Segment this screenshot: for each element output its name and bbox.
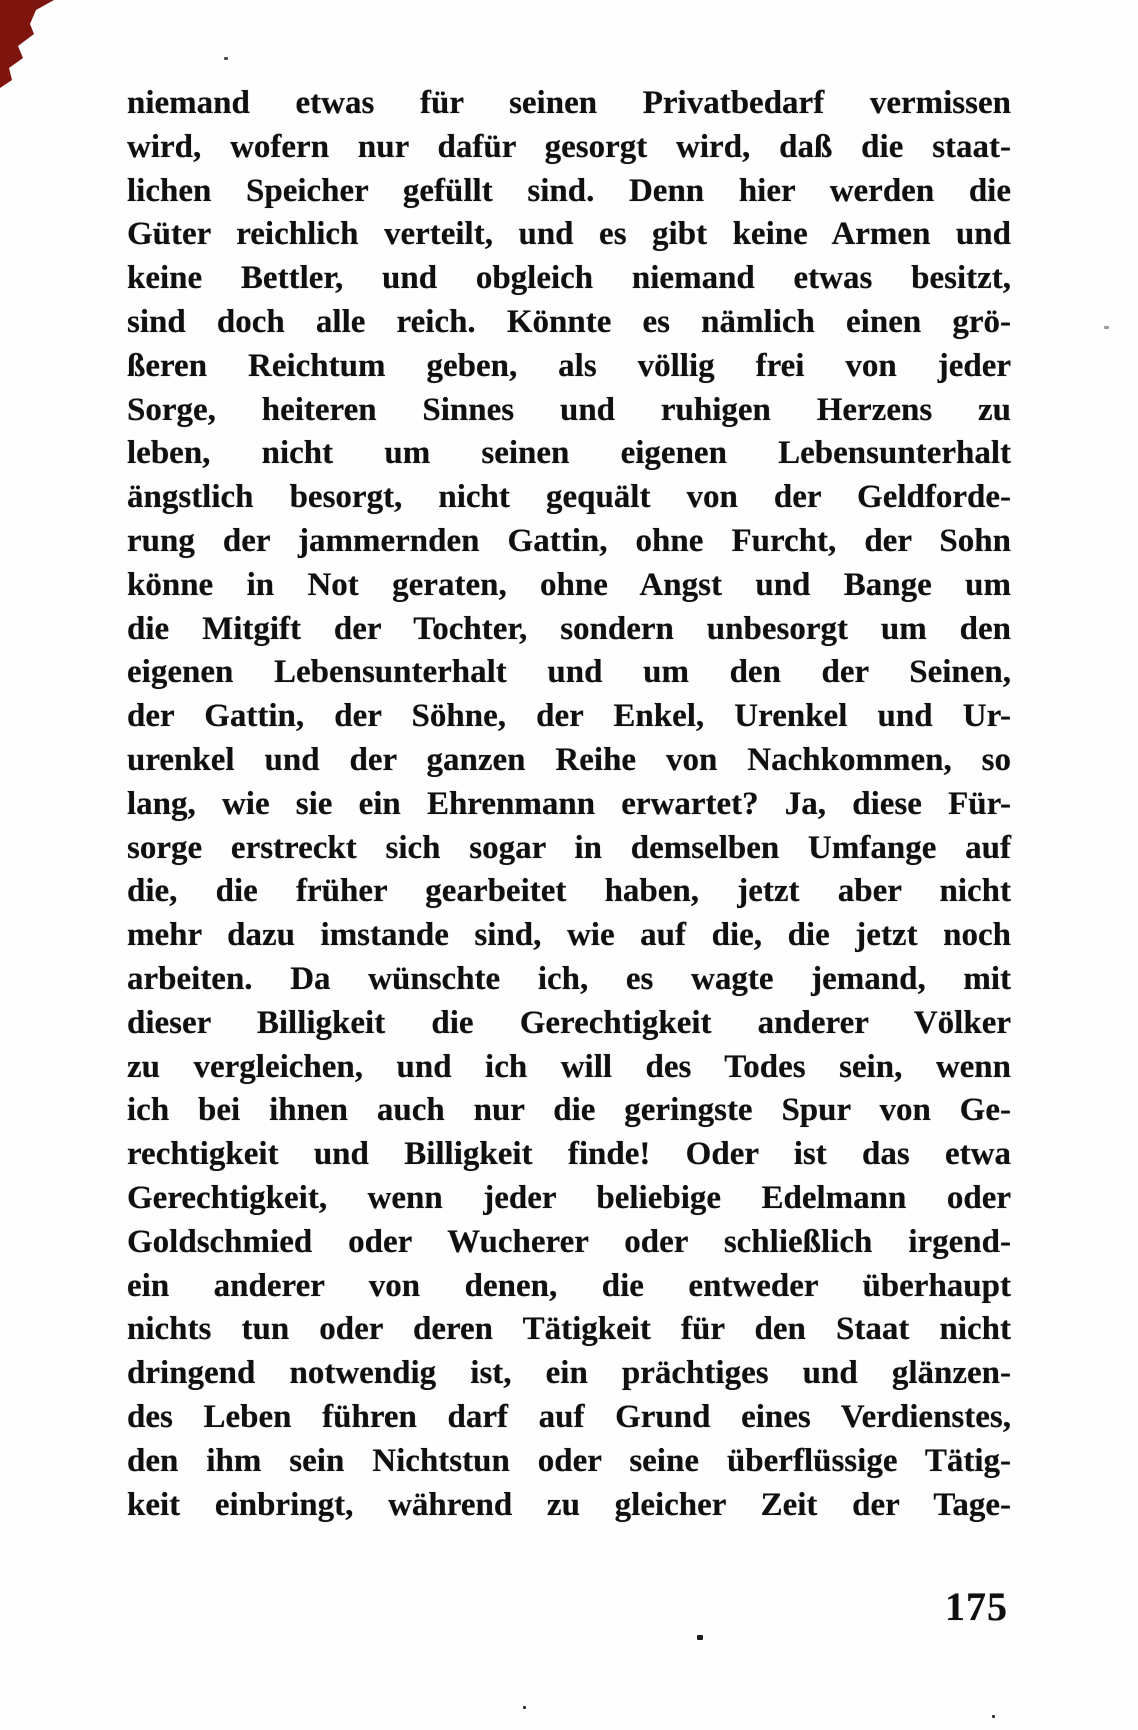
text-line: dieser Billigkeit die Gerechtigkeit anderer Völker bbox=[127, 1004, 1011, 1041]
text-line: ein anderer von denen, die entweder überhaupt bbox=[127, 1267, 1011, 1304]
text-line: dringend notwendig ist, ein prächtiges und glänzen- bbox=[127, 1355, 1011, 1392]
text-line: leben, nicht um seinen eigenen Lebensunterhalt bbox=[127, 435, 1011, 472]
scan-artifact-corner-mark bbox=[0, 0, 56, 88]
text-line: der Gattin, der Söhne, der Enkel, Urenkel und Ur- bbox=[127, 698, 1011, 735]
text-line: arbeiten. Da wünschte ich, es wagte jemand, mit bbox=[127, 960, 1011, 997]
text-line: nichts tun oder deren Tätigkeit für den Staat nicht bbox=[127, 1311, 1011, 1348]
body-text bbox=[127, 82, 1011, 1527]
text-line: sind doch alle reich. Könnte es nämlich einen grö- bbox=[127, 303, 1011, 340]
text-line: rung der jammernden Gattin, ohne Furcht, der Sohn bbox=[127, 522, 1011, 559]
text-line: lang, wie sie ein Ehrenmann erwartet? Ja, diese Für- bbox=[127, 785, 1011, 822]
text-line: eigenen Lebensunterhalt und um den der Seinen, bbox=[127, 654, 1011, 691]
text-line: keine Bettler, und obgleich niemand etwas besitzt, bbox=[127, 260, 1011, 297]
text-line: ßeren Reichtum geben, als völlig frei von jeder bbox=[127, 347, 1011, 384]
text-line: sorge erstreckt sich sogar in demselben Umfange auf bbox=[127, 829, 1011, 866]
text-line: niemand etwas für seinen Privatbedarf vermissen bbox=[127, 85, 1011, 121]
text-line: Gerechtigkeit, wenn jeder beliebige Edelmann oder bbox=[127, 1179, 1011, 1216]
text-line: Güter reichlich verteilt, und es gibt keine Armen und bbox=[127, 216, 1011, 253]
text-line: urenkel und der ganzen Reihe von Nachkommen, so bbox=[127, 741, 1011, 778]
text-line: Goldschmied oder Wucherer oder schließlich irgend- bbox=[127, 1223, 1011, 1260]
scan-speck bbox=[1104, 326, 1109, 329]
text-line: wird, wofern nur dafür gesorgt wird, daß die staat- bbox=[127, 128, 1011, 165]
text-line: könne in Not geraten, ohne Angst und Bange um bbox=[127, 566, 1011, 603]
text-line: die Mitgift der Tochter, sondern unbesorgt um den bbox=[127, 610, 1011, 647]
text-line: den ihm sein Nichtstun oder seine überflüssige Tätig- bbox=[127, 1442, 1011, 1479]
text-line: rechtigkeit und Billigkeit finde! Oder ist das etwa bbox=[127, 1136, 1011, 1173]
text-line: des Leben führen darf auf Grund eines Verdienstes, bbox=[127, 1398, 1011, 1435]
text-line: zu vergleichen, und ich will des Todes sein, wenn bbox=[127, 1048, 1011, 1085]
text-line: ich bei ihnen auch nur die geringste Spur von Ge- bbox=[127, 1092, 1011, 1129]
scan-speck bbox=[224, 57, 228, 60]
scan-speck bbox=[992, 1715, 995, 1718]
text-line: ängstlich besorgt, nicht gequält von der Geldforde- bbox=[127, 479, 1011, 516]
text-line: mehr dazu imstande sind, wie auf die, die jetzt noch bbox=[127, 917, 1011, 954]
page-number: 175 bbox=[945, 1584, 1008, 1629]
text-line: keit einbringt, während zu gleicher Zeit der Tage- bbox=[127, 1486, 1011, 1523]
text-line: Sorge, heiteren Sinnes und ruhigen Herzens zu bbox=[127, 391, 1011, 428]
text-line: die, die früher gearbeitet haben, jetzt aber nicht bbox=[127, 873, 1011, 910]
text-line: lichen Speicher gefüllt sind. Denn hier werden die bbox=[127, 172, 1011, 209]
scan-speck bbox=[523, 1706, 526, 1709]
scan-speck bbox=[697, 1635, 703, 1640]
